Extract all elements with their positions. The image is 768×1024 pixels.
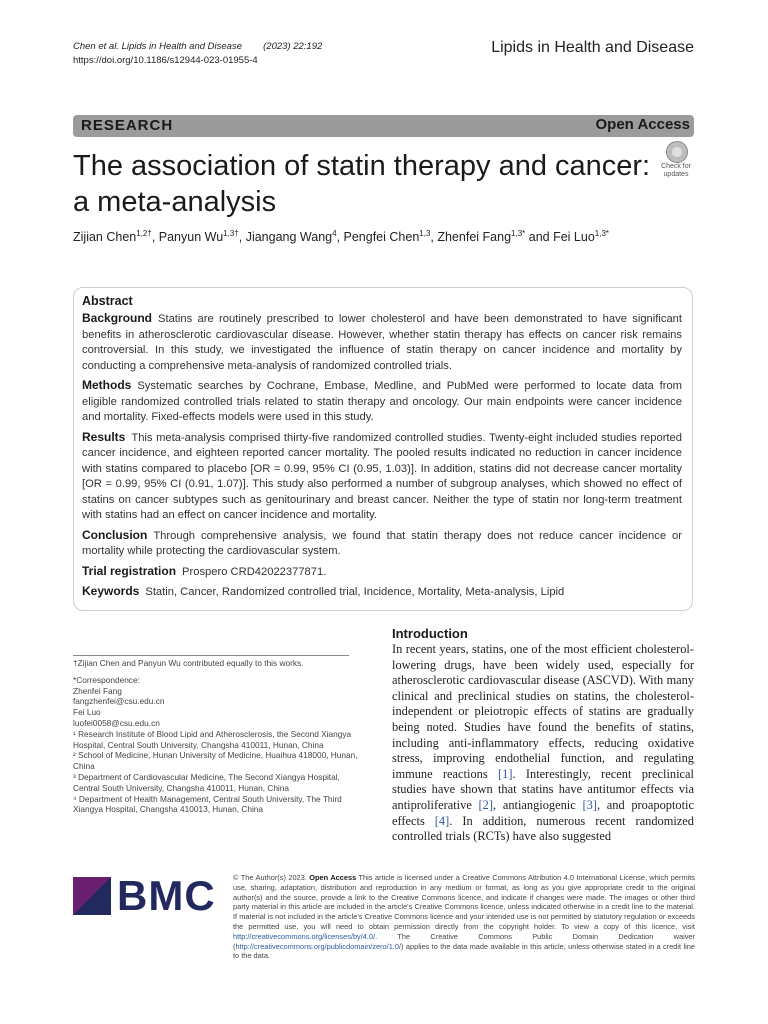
check-for-updates-badge[interactable] <box>656 140 696 180</box>
citation-link[interactable]: [4] <box>434 813 450 828</box>
abstract-keywords: Keywords Statin, Cancer, Randomized controlled trial, Incidence, Mortality, Meta-analysis, Lipid <box>82 584 565 598</box>
article-type: RESEARCH <box>81 117 174 134</box>
affiliation: ³ Department of Cardiovascular Medicine, The Second Xiangya Hospital, Central South University, Changsha 410011, Hunan, China <box>73 771 340 793</box>
abstract-conclusion: Conclusion Through comprehensive analysis, we found that statin therapy does not reduce cancer incidence or mortality while protecting the cardiovascular system. <box>82 527 682 557</box>
abstract-background: Background Statins are routinely prescribed to lower cholesterol and have been demonstrated to have significant benefits in atherosclerotic cardiovascular disease. However, whether statin therapy has effects on cancer risk remains controversial. In this study, we investigated the influence of statin therapy on cancer incidence and mortality by conducting a comprehensive meta-analysis of randomized controlled trials. <box>82 311 682 372</box>
public-domain-link[interactable]: http://creativecommons.org/publicdomain/zero/1.0/ <box>235 941 402 951</box>
citation-link[interactable]: [2] <box>478 797 493 812</box>
correspondent-email[interactable]: fangzhenfei@csu.edu.cn <box>73 696 165 707</box>
correspondent-name: Zhenfei Fang <box>73 685 122 696</box>
bmc-logo <box>73 872 223 922</box>
author[interactable]: Fei Luo$^{1,3*}$ <box>553 229 610 245</box>
check-updates-icon <box>666 141 688 163</box>
equal-contribution-note: †Zijian Chen and Panyun Wu contributed equally to this works. <box>73 658 304 668</box>
affiliation: ² School of Medicine, Hunan University of Medicine, Huaihua 418000, Hunan, China <box>73 750 358 772</box>
bmc-logo-text: BMC <box>117 872 216 919</box>
abstract-box <box>73 287 693 611</box>
author-list: Zijian Chen$^{1,2\dagger}$, Panyun $Wu^{1,3\dagger}$, Jiangang Wang$^4$, Pengfei Chen$^{1,3}$, Zhenfei Fang$^{1,3*}$ and Fei Luo$^{1,3*}$ <box>73 229 610 245</box>
author[interactable]: Jiangang Wang$^4$ <box>245 229 337 245</box>
citation-year: (2023) 22:192 <box>263 41 323 52</box>
citation-header <box>73 40 322 68</box>
badge-line2: updates <box>663 171 689 178</box>
author[interactable]: Pengfei Chen$^{1,3}$ <box>343 229 431 245</box>
author[interactable]: Panyun $Wu^{1,3\dagger}$ <box>158 229 239 245</box>
abstract-results: Results This meta-analysis comprised thirty-five randomized controlled studies. Twenty-eight included studies reported cancer incidence, and eighteen reported cancer mortality. The pooled results indicated no reduction in cancer incidence with statins compared to placebo [OR = 0.99, 95% CI (0.95, 1.03)]. In addition, statins did not decrease cancer mortality [OR = 0.99, 95% CI (0.91, 1.07)]. This study also performed a number of subgroup analyses, which showed no effect of statins on cancer subtypes such as genitourinary and breast cancer. Neither the type of statin nor long-term treatment with statins had an effect on cancer incidence and mortality. <box>82 429 682 521</box>
authors-and: and <box>528 230 550 245</box>
affiliation: ⁴ Department of Health Management, Central South University, The Third Xiangya Hospital, Changsha 410013, Hunan, China <box>73 793 342 815</box>
journal-name: Lipids in Health and Disease <box>491 39 694 56</box>
citation-link[interactable]: [3] <box>582 797 597 812</box>
license-link[interactable]: http://creativecommons.org/licenses/by/4.0/ <box>233 931 376 941</box>
citation-link[interactable]: [1] <box>498 766 513 781</box>
correspondence-label: *Correspondence: <box>73 674 140 685</box>
abstract-trial-registration: Trial registration Prospero CRD42022377871. <box>82 563 327 578</box>
footnotes <box>73 658 363 815</box>
affiliation: ¹ Research Institute of Blood Lipid and Atherosclerosis, the Second Xiangya Hospital, Central South University, Changsha 410011, Hunan, China <box>73 728 352 750</box>
open-access-label: Open Access <box>595 116 690 133</box>
correspondent-name: Fei Luo <box>73 707 101 718</box>
doi-link[interactable]: https://doi.org/10.1186/s12944-023-01955-4 <box>73 55 258 66</box>
abstract-methods: Methods Systematic searches by Cochrane, Embase, Medline, and PubMed were performed to locate data from eligible randomized controlled trials related to statin therapy and oncology. Our main endpoints were cancer incidence and mortality. Fixed-effects models were used in this study. <box>82 378 682 423</box>
badge-line1: Check for <box>661 163 691 170</box>
license-text: © The Author(s) 2023. Open Access This article is licensed under a Creative Commons Attribution 4.0 International License, which permits use, sharing, adaptation, distribution and reproduction in any medium or format, as long as you give appropriate credit to the original author(s) and the source, provide a link to the Creative Commons licence, and indicate if changes were made. The images or other third party material in this article are included in the article's Creative Commons licence, unless indicated otherwise in a credit line to the material. If material is not included in the article's Creative Commons licence and your intended use is not permitted by statutory regulation or exceeds the permitted use, you will need to obtain permission directly from the copyright holder. To view a copy of this licence, visit http://creativecommons.org/licenses/by/4.0/. The Creative Commons Public Domain Dedication waiver (http://creativecommons.org/publicdomain/zero/1.0/) applies to the data made available in this article, unless otherwise stated in a credit line to the data. <box>233 873 695 961</box>
author[interactable]: Zhenfei Fang$^{1,3*}$ <box>437 229 526 245</box>
abstract-heading: Abstract <box>82 294 133 308</box>
article-type-banner <box>73 115 694 137</box>
footnote-divider <box>73 655 349 656</box>
correspondent-email[interactable]: luofei0058@csu.edu.cn <box>73 717 160 728</box>
citation-authors: Chen et al. Lipids in Health and Disease <box>73 41 242 52</box>
article-title: The association of statin therapy and cancer: a meta-analysis <box>73 150 651 218</box>
introduction-heading: Introduction <box>392 626 468 641</box>
introduction-text: In recent years, statins, one of the most efficient cholesterol-lowering drugs, have been widely used, especially for atherosclerotic cardiovascular disease (ASCVD). With many clinical and preclinical studies on statins, the cholesterol-independent or pleiotropic effects of statins are gradually being noted. Studies have found the benefits of statins, including anti-inflammatory effects, reducing oxidative stress, improving endothelial function, and regulating immune reactions [1]. Interestingly, recent preclinical studies have shown that statins have antitumor effects via antiproliferative [2], antiangiogenic [3], and proapoptotic effects [4]. In addition, numerous recent randomized controlled trials (RCTs) have also suggested <box>392 642 694 844</box>
author[interactable]: Zijian Chen$^{1,2\dagger}$ <box>73 229 152 245</box>
